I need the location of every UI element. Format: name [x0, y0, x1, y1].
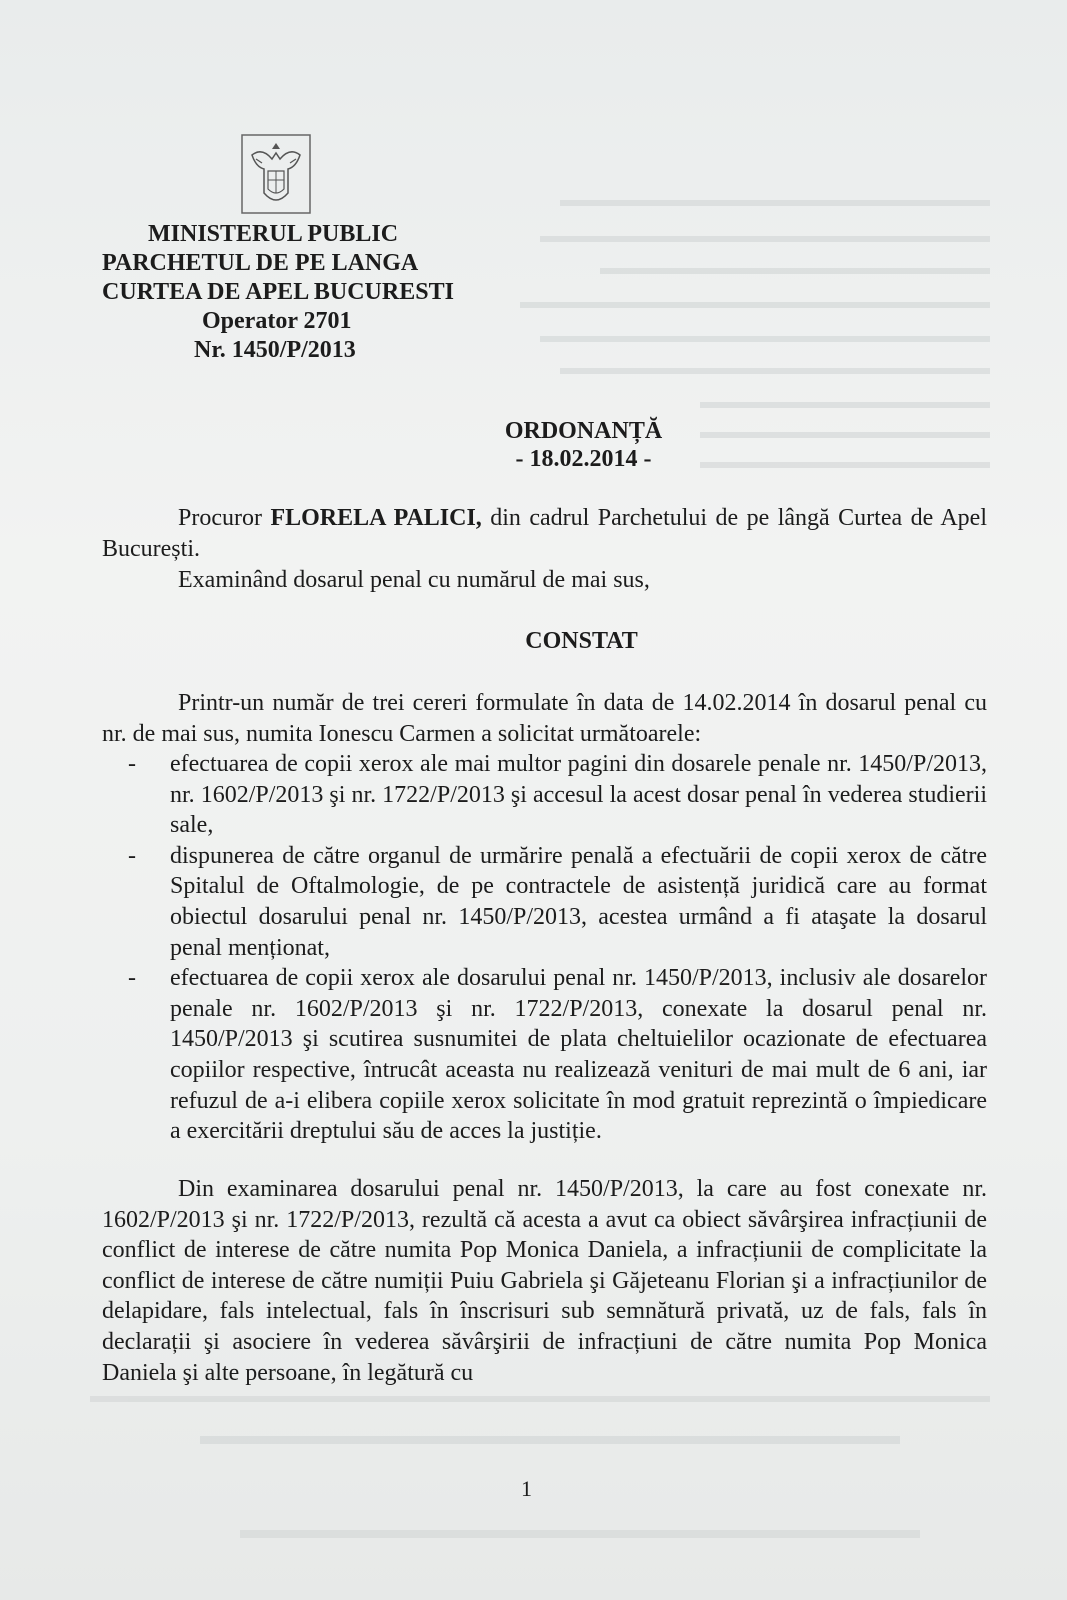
header-line-2: PARCHETUL DE PE LANGA	[102, 250, 419, 276]
paragraph-requests: Printr-un număr de trei cereri formulate în data de 14.02.2014 în dosarul penal cu nr. de mai sus, numita Ionescu Carmen a solicitat următoarele:	[102, 690, 987, 747]
header-line-5: Nr. 1450/P/2013	[194, 337, 356, 363]
intro-prefix: Procuror	[178, 505, 271, 531]
paragraph-examination: Din examinarea dosarului penal nr. 1450/P/2013, la care au fost conexate nr. 1602/P/2013 şi nr. 1722/P/2013, rezultă că acesta a avut ca obiect săvârşirea infracțiunii de conflict de interese de către numita Pop Monica Daniela, a infracțiunii de complicitate la conflict de interese de către numiții Puiu Gabriela şi Găjeteanu Florian şi a infracțiunilor de delapidare, fals intelectual, fals în înscrisuri sub semnătură privată, uz de fals, fals în declarații şi asociere în vederea săvârşirii de infracțiuni de către numita Pop Monica Daniela şi alte persoane, în legătură cu	[102, 1176, 987, 1386]
list-item	[102, 963, 987, 1147]
list-item-text: dispunerea de către organul de urmărire penală a efectuării de copii xerox de către Spitalul de Oftalmologie, de pe contractele de asistență juridică care au format obiectul dosarului penal nr. 1450/P/2013, acestea urmând a fi ataşate la dosarul penal menționat,	[170, 842, 987, 961]
document-date: - 18.02.2014 -	[515, 446, 652, 472]
request-list	[102, 749, 987, 1147]
list-item-text: efectuarea de copii xerox ale dosarului penal nr. 1450/P/2013, inclusiv ale dosarelor penale nr. 1602/P/2013 şi nr. 1722/P/2013, conexate la dosarul penal nr. 1450/P/2013 şi scutirea susnumitei de plata cheltuielilor ocazionate de efectuarea copiilor respective, întrucât aceasta nu realizează venituri de mai mult de 6 ani, iar refuzul de a-i elibera copiile xerox solicitate în mod gratuit reprezintă o împiedicare a exercitării dreptului său de acces la justiție.	[170, 965, 987, 1145]
header-line-3: CURTEA DE APEL BUCURESTI	[102, 279, 454, 305]
examining-paragraph: Examinând dosarul penal cu numărul de mai sus,	[178, 567, 650, 593]
bullet-dash: -	[128, 751, 136, 777]
page-number: 1	[521, 1476, 532, 1501]
header-line-1: MINISTERUL PUBLIC	[148, 221, 399, 247]
institution-header	[102, 220, 454, 365]
intro-suffix: din cadrul Parchetului de pe lângă Curtea de Apel București.	[102, 505, 988, 562]
list-item	[102, 841, 987, 963]
intro-paragraph	[102, 503, 987, 564]
header-line-4: Operator 2701	[202, 308, 352, 334]
coat-of-arms-icon	[240, 133, 312, 215]
list-item-text: efectuarea de copii xerox ale mai multor pagini din dosarele penale nr. 1450/P/2013, nr. 1602/P/2013 şi nr. 1722/P/2013 şi accesul la acest dosar penal în vederea studierii sale,	[170, 751, 987, 839]
prosecutor-name: FLORELA PALICI,	[270, 505, 482, 531]
section-title: CONSTAT	[525, 628, 638, 654]
document-title: ORDONANȚĂ	[504, 418, 663, 444]
bullet-dash: -	[128, 842, 136, 869]
bullet-dash: -	[128, 965, 136, 992]
list-item	[102, 749, 987, 841]
